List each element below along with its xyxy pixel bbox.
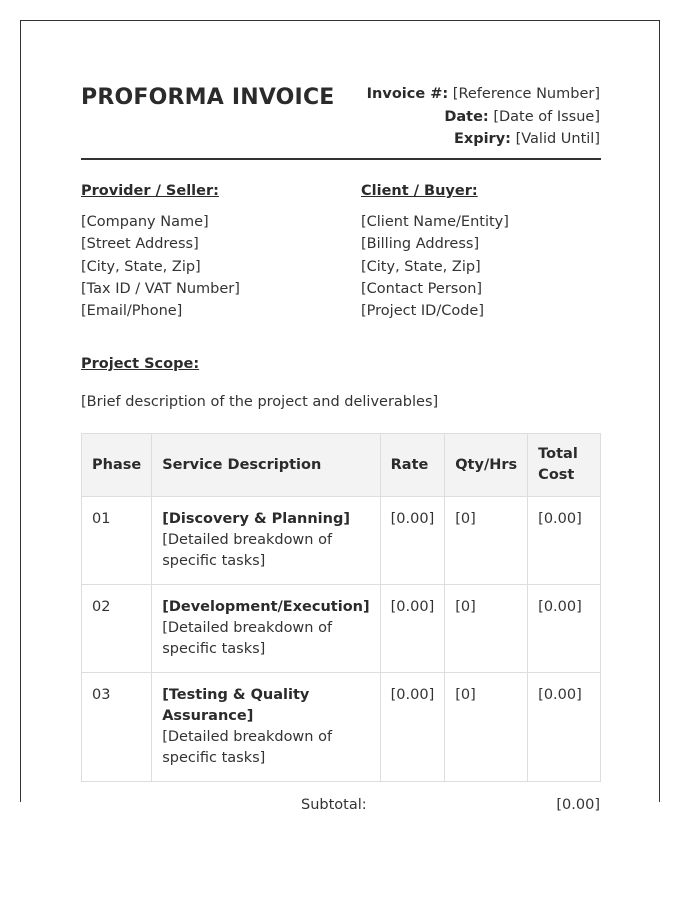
provider-line: [City, State, Zip] — [81, 258, 201, 275]
service-cell — [152, 673, 380, 782]
scope-description: [Brief description of the project and deliverables] — [81, 394, 439, 410]
provider-line: [Tax ID / VAT Number] — [81, 280, 240, 297]
client-line: [City, State, Zip] — [361, 258, 481, 275]
client-line: [Client Name/Entity] — [361, 214, 509, 230]
client-line: [Project ID/Code] — [361, 303, 484, 320]
service-cell — [152, 497, 380, 585]
line-items-table — [81, 433, 601, 782]
phase-cell: 01 — [82, 497, 152, 585]
total-cell: [0.00] — [528, 585, 601, 673]
qty-cell: [0] — [445, 497, 528, 585]
header-divider — [81, 158, 601, 160]
table-header-row — [82, 434, 601, 497]
phase-cell: 02 — [82, 585, 152, 673]
provider-line: [Email/Phone] — [81, 303, 183, 320]
page-title: PROFORMA INVOICE — [81, 85, 335, 110]
total-cell: [0.00] — [528, 497, 601, 585]
provider-line: [Street Address] — [81, 236, 199, 253]
column-header-rate: Rate — [380, 434, 445, 497]
provider-heading: Provider / Seller: — [81, 183, 219, 199]
invoice-number-line — [367, 83, 600, 106]
column-header-qty: Qty/Hrs — [445, 434, 528, 497]
service-cell — [152, 585, 380, 673]
invoice-number-label: Invoice #: — [366, 86, 449, 102]
table-row — [82, 585, 601, 673]
column-header-phase: Phase — [82, 434, 152, 497]
invoice-number-value: [Reference Number] — [452, 86, 600, 102]
column-header-total: Total Cost — [528, 434, 601, 497]
column-header-service: Service Description — [152, 434, 380, 497]
provider-line: [Company Name] — [81, 214, 209, 230]
invoice-expiry-value: [Valid Until] — [515, 131, 600, 147]
client-heading: Client / Buyer: — [361, 183, 478, 199]
service-detail: [Detailed breakdown of specific tasks] — [162, 729, 333, 766]
service-detail: [Detailed breakdown of specific tasks] — [162, 620, 333, 657]
client-lines — [361, 211, 621, 322]
service-name: [Testing & Quality Assurance] — [162, 687, 310, 724]
service-name: [Discovery & Planning] — [162, 511, 350, 527]
qty-cell: [0] — [445, 585, 528, 673]
phase-cell: 03 — [82, 673, 152, 782]
rate-cell: [0.00] — [380, 673, 445, 782]
provider-block — [81, 183, 341, 322]
invoice-expiry-line — [367, 128, 600, 151]
client-line: [Contact Person] — [361, 280, 483, 297]
invoice-date-value: [Date of Issue] — [493, 108, 600, 125]
invoice-meta — [367, 83, 600, 151]
invoice-expiry-label: Expiry: — [453, 131, 511, 147]
provider-lines — [81, 211, 341, 322]
client-block — [361, 183, 621, 322]
qty-cell: [0] — [445, 673, 528, 782]
client-line: [Billing Address] — [361, 236, 480, 253]
total-cell: [0.00] — [528, 673, 601, 782]
table-row — [82, 673, 601, 782]
invoice-page — [20, 20, 660, 813]
table-row — [82, 497, 601, 585]
subtotal-value: [0.00] — [556, 797, 600, 813]
invoice-date-label: Date: — [444, 108, 489, 125]
invoice-date-line — [367, 106, 600, 129]
rate-cell: [0.00] — [380, 497, 445, 585]
service-detail: [Detailed breakdown of specific tasks] — [162, 532, 333, 569]
scope-heading: Project Scope: — [81, 356, 200, 372]
service-name: [Development/Execution] — [162, 599, 370, 615]
subtotal-label: Subtotal: — [301, 797, 367, 813]
rate-cell: [0.00] — [380, 585, 445, 673]
